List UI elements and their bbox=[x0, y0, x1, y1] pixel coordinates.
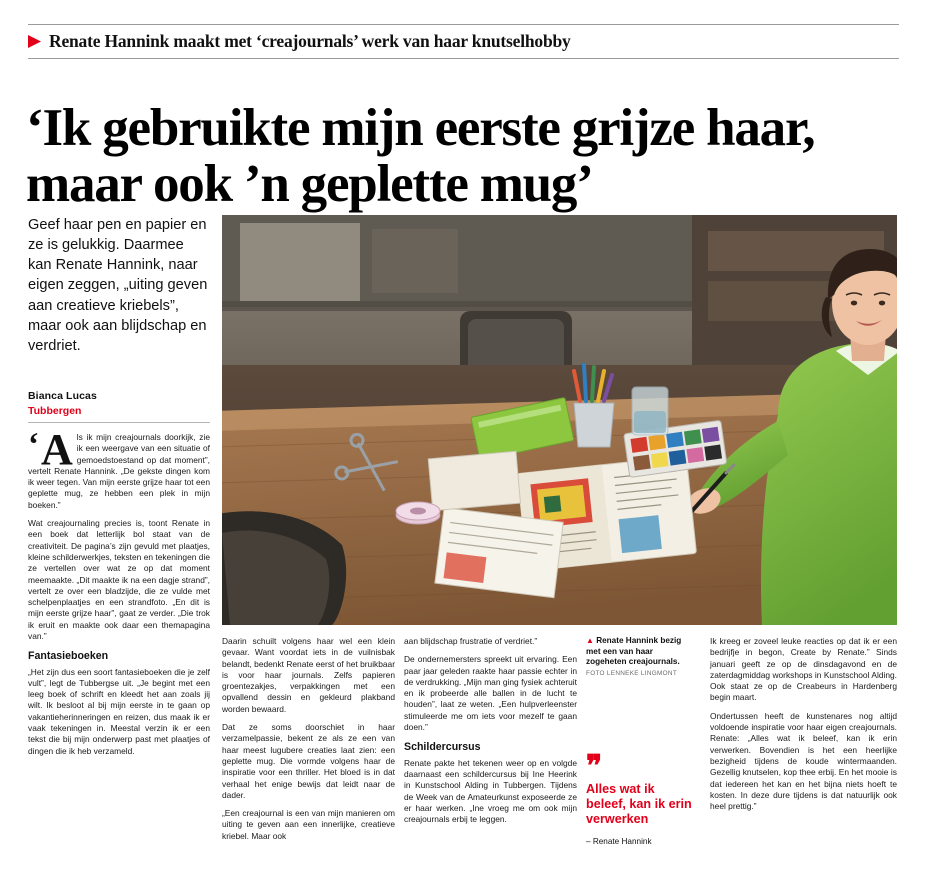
triangle-marker-icon bbox=[28, 35, 41, 48]
kicker-rule-top bbox=[28, 24, 899, 25]
drop-cap: A bbox=[41, 425, 73, 474]
byline bbox=[28, 390, 210, 423]
paragraph: „Een creajournal is een van mijn manieren om uiting te geven aan een innerlijke, creatieve kriebel. Maar ook bbox=[222, 808, 395, 841]
photo-illustration bbox=[222, 215, 897, 625]
photo-credit: FOTO LENNEKE LINGMONT bbox=[586, 669, 678, 677]
paragraph: Ondertussen heeft de kunstenares nog altijd voldoende inspiratie voor haar eigen creajournals. Renate: „Alles wat ik beleef, kan ik erin verwerken. Bovendien is het een heerlijke bezigheid tijdens de koude wintermaanden. Gezellig knutselen, kop thee erbij. En het mooie is dat iedereen het kan en het bijna niets hoeft te kosten. In deze dure tijdens is dat natuurlijk ook heel prettig.” bbox=[710, 710, 897, 812]
byline-location: Tubbergen bbox=[28, 405, 82, 417]
paragraph: „Het zijn dus een soort fantasieboeken die je zelf vult”, legt de Tubbergse uit. „Je begint met een leeg boek of schrift en kleedt het aan zoals jij wilt. Ik besloot al bij mijn eerste in te gaan op vakantieherinneringen en reizen, dus maak ik er vaak tekeningen in. Meestal verzin ik er een tekst die bij mijn onderwerp past met plaatjes of dingen die ik heb verzameld. bbox=[28, 666, 210, 756]
page-bottom-bleed bbox=[0, 867, 927, 883]
caption-arrow-icon: ▲ bbox=[586, 636, 594, 645]
paragraph: Dat ze soms doorschiet in haar verzamelpassie, bekent ze als ze een van haar meest lugubere creaties laat zien: een geplette mug. Die vormde volgens haar de inspiratie voor een thriller. Het bloed is in dat verhaal het enige bewijs dat leidt naar de dader. bbox=[222, 722, 395, 800]
kicker-rule-bottom bbox=[28, 58, 899, 59]
opening-quote-glyph: ‘ bbox=[28, 427, 39, 463]
paragraph: ls ik mijn creajournals doorkijk, zie ik een weergave van een situatie of gemoedstoestand op dat moment”, vertelt Renate Hannink. „De gekste dingen kom ik weer tegen. Van mijn eerste grijze haar tot een geplette mug, ze hebben een plek in mijn boeken.” bbox=[28, 432, 210, 510]
body-column-4 bbox=[710, 636, 897, 858]
byline-rule bbox=[28, 422, 210, 423]
kicker-text: Renate Hannink maakt met ‘creajournals’ werk van haar knutselhobby bbox=[49, 31, 571, 51]
dropcap-paragraph bbox=[28, 425, 210, 511]
paragraph: De ondernemersters spreekt uit ervaring. Een paar jaar geleden raakte haar passie echter in de verdrukking. „Mijn man ging fysiek achteruit en ik probeerde alle ballen in de lucht te houden”, laat ze weten. „Een hulpverleenster stimuleerde me om iets voor mezelf te gaan doen.” bbox=[404, 654, 577, 733]
photo-caption bbox=[586, 636, 694, 679]
kicker bbox=[28, 31, 571, 52]
byline-author: Bianca Lucas bbox=[28, 390, 97, 402]
intro-standfirst: Geef haar pen en papier en ze is gelukkig. Daarmee kan Renate Hannink, naar eigen zeggen, „uiting geven aan creatieve kriebels”, maar ook aan blijdschap en verdriet. bbox=[28, 217, 208, 354]
paragraph: Wat creajournaling precies is, toont Renate in een boek dat letterlijk bol staat van de creativiteit. De pagina’s zijn gevuld met plaatjes, kleine schilderwerkjes, teksten en tekeningen die ze vertellen over wat ze op dat moment meemaakte. „Dit maakte ik na een dagje strand”, vertelt ze over een bladzijde, die ze vulde met schelpenplaatjes en een strandfoto. „En dit is mijn eerste grijze haar”, gaat ze verder. „Die trok ik eruit en maakte ook daar een themapagina van.” bbox=[28, 518, 210, 642]
subheading-fantasieboeken: Fantasieboeken bbox=[28, 650, 109, 663]
subheading-schildercursus: Schildercursus bbox=[404, 741, 481, 754]
paragraph: Daarin schuilt volgens haar wel een klein gevaar. Want voordat iets in de vuilnisbak belandt, bedenkt Renate eerst of het bruikbaar is voor haar journals. Zelfs papieren groentezakjes, verpakkingen met een opvallend dessin en gekleurd plakband worden bewaard. bbox=[222, 636, 395, 714]
pull-quote-attribution: – Renate Hannink bbox=[586, 836, 652, 846]
headline: ‘Ik gebruikte mijn eerste grijze haar, maar ook ’n geplette mug’ bbox=[26, 98, 815, 213]
paragraph: aan blijdschap frustratie of verdriet.” bbox=[404, 636, 538, 646]
body-column-3 bbox=[404, 636, 577, 858]
quote-mark-icon: ❞ bbox=[586, 750, 603, 783]
paragraph: Ik kreeg er zoveel leuke reacties op dat ik er een bedrijfje in begon, Create by Renate.” Sinds januari geeft ze op de dinsdagavond en de zaterdagmiddag workshops in Kunstschool Alding. Ook staat ze op de Creabeurs in Hardenberg begin maart. bbox=[710, 636, 897, 703]
pull-quote bbox=[586, 750, 694, 846]
article-photo bbox=[222, 215, 897, 625]
body-column-1 bbox=[28, 425, 210, 857]
paragraph: Renate pakte het tekenen weer op en volgde daarnaast een schildercursus bij Ine Heerink in Kunstschool Alding in Tubbergen. Tijdens de Week van de Amateurkunst exposeerde ze er haar werken. „Ine vroeg me om ook mijn creajournals erbij te leggen. bbox=[404, 757, 577, 825]
caption-text: Renate Hannink bezig met een van haar zogeheten creajournals. bbox=[586, 636, 682, 667]
pull-quote-text: Alles wat ik beleef, kan ik erin verwerken bbox=[586, 782, 692, 826]
body-column-2 bbox=[222, 636, 395, 858]
